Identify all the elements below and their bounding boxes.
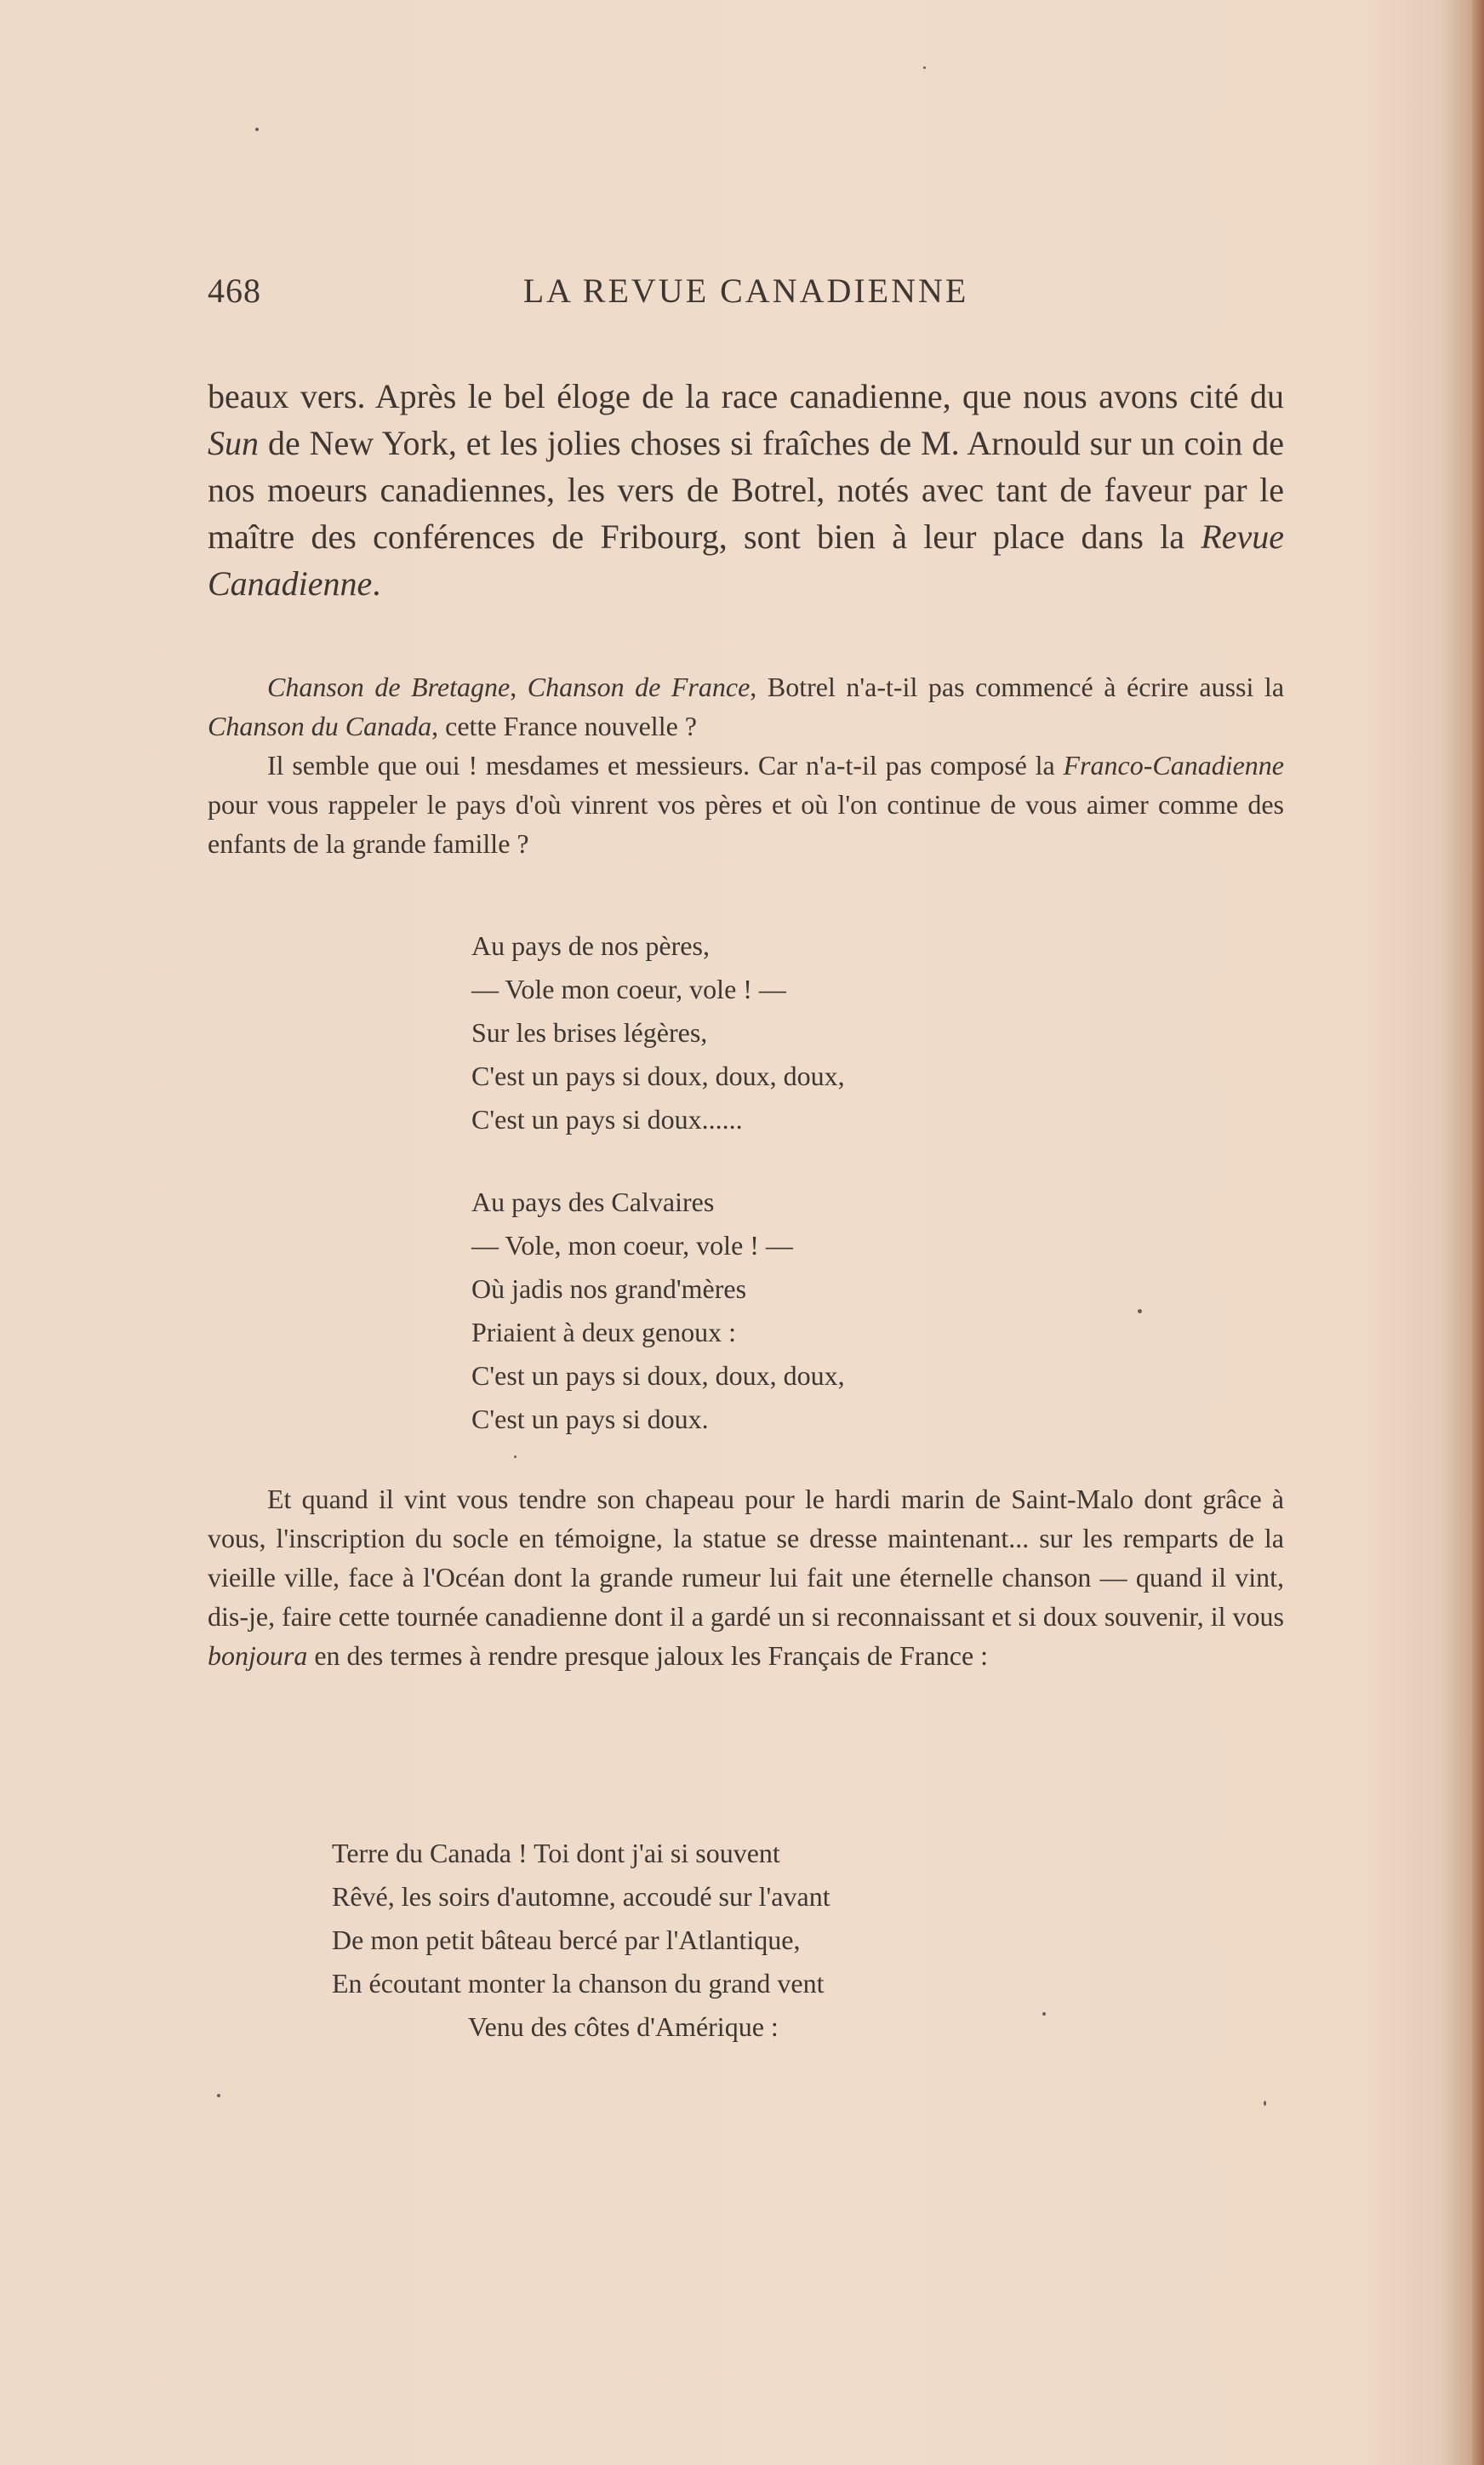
paragraph-text: beaux vers. Après le bel éloge de la race canadienne, que nous avons cité du bbox=[208, 377, 1284, 415]
song-title: Chanson de France bbox=[527, 672, 751, 702]
verse-line: Priaient à deux genoux : bbox=[471, 1317, 737, 1347]
verse-line: C'est un pays si doux...... bbox=[471, 1104, 743, 1135]
paragraph-block-small bbox=[208, 667, 1284, 863]
verse-line: Au pays des Calvaires bbox=[471, 1187, 715, 1217]
verse-line: — Vole, mon coeur, vole ! — bbox=[471, 1230, 793, 1261]
paragraph-text: . bbox=[372, 564, 381, 603]
verse-line: Rêvé, les soirs d'automne, accoudé sur l'avant bbox=[332, 1881, 830, 1912]
verse-line: De mon petit bâteau bercé par l'Atlantique, bbox=[332, 1925, 801, 1955]
newspaper-title: Sun bbox=[208, 424, 259, 462]
paper-speck bbox=[255, 128, 259, 131]
verse-line: Où jadis nos grand'mères bbox=[471, 1273, 747, 1304]
page-number: 468 bbox=[208, 272, 261, 310]
paragraph-text: Il semble que oui ! mesdames et messieurs. Car n'a-t-il pas composé la bbox=[267, 750, 1064, 781]
verse-line: C'est un pays si doux, doux, doux, bbox=[471, 1360, 845, 1391]
verse-line: C'est un pays si doux, doux, doux, bbox=[471, 1061, 845, 1091]
song-title: Franco-Canadienne bbox=[1063, 750, 1284, 781]
verse-line: Sur les brises légères, bbox=[471, 1017, 708, 1048]
page-header bbox=[208, 271, 1284, 313]
paragraph-text: , cette France nouvelle ? bbox=[431, 711, 697, 741]
paper-speck bbox=[217, 2094, 220, 2097]
running-title: LA REVUE CANADIENNE bbox=[522, 272, 969, 310]
paragraph-text: , Botrel n'a-t-il pas commencé à écrire aussi la bbox=[750, 672, 1285, 702]
poem-stanza-2 bbox=[471, 1181, 845, 1441]
paper-speck bbox=[514, 1456, 517, 1458]
page-edge-shadow bbox=[1472, 0, 1484, 2465]
journal-title: Revue Canadienne bbox=[208, 518, 1284, 603]
paragraph-text: de New York, et les jolies choses si fraîches de M. Arnould sur un coin de nos moeurs canadiennes, les vers de Botrel, notés avec tant de faveur par le maître des conférences de Fribourg, sont bien à leur place dans la bbox=[208, 424, 1284, 556]
verse-line: Venu des côtes d'Amérique : bbox=[468, 2011, 779, 2042]
song-title: Chanson de Bretagne bbox=[267, 672, 511, 702]
paragraph-intro bbox=[208, 373, 1284, 607]
paper-speck bbox=[1264, 2101, 1266, 2106]
paragraph-chansons bbox=[208, 667, 1284, 746]
emphasized-word: bonjoura bbox=[208, 1640, 308, 1671]
paragraph-text: Et quand il vint vous tendre son chapeau pour le hardi marin de Saint-Malo dont grâce à vous, l'inscription du socle en témoigne, la statue se dresse maintenant... sur les remparts de la vieille ville, face à l'Océan dont la grande rumeur lui fait une éternelle chanson — quand il vint, dis-je, faire cette tournée canadienne dont il a gardé un si reconnaissant et si doux souvenir, il vous bbox=[208, 1484, 1284, 1632]
verse-line: C'est un pays si doux. bbox=[471, 1404, 709, 1434]
paper-speck bbox=[1138, 1309, 1142, 1313]
paper-speck bbox=[1042, 2012, 1046, 2016]
paragraph-text: en des termes à rendre presque jaloux les Français de France : bbox=[307, 1640, 989, 1671]
poem-stanza-1 bbox=[471, 924, 845, 1141]
verse-line: — Vole mon coeur, vole ! — bbox=[471, 974, 786, 1004]
poem-stanza-3 bbox=[332, 1832, 830, 2049]
paper-speck bbox=[923, 66, 926, 69]
paragraph-text: , bbox=[510, 672, 528, 702]
paragraph-franco-canadienne bbox=[208, 746, 1284, 863]
verse-line: Terre du Canada ! Toi dont j'ai si souvent bbox=[332, 1838, 780, 1868]
paragraph-botrel-visit bbox=[208, 1479, 1284, 1675]
paragraph-text: pour vous rappeler le pays d'où vinrent vos pères et où l'on continue de vous aimer comme des enfants de la grande famille ? bbox=[208, 789, 1284, 859]
verse-line: Au pays de nos pères, bbox=[471, 930, 710, 961]
song-title: Chanson du Canada bbox=[208, 711, 432, 741]
verse-line: En écoutant monter la chanson du grand vent bbox=[332, 1968, 825, 1999]
